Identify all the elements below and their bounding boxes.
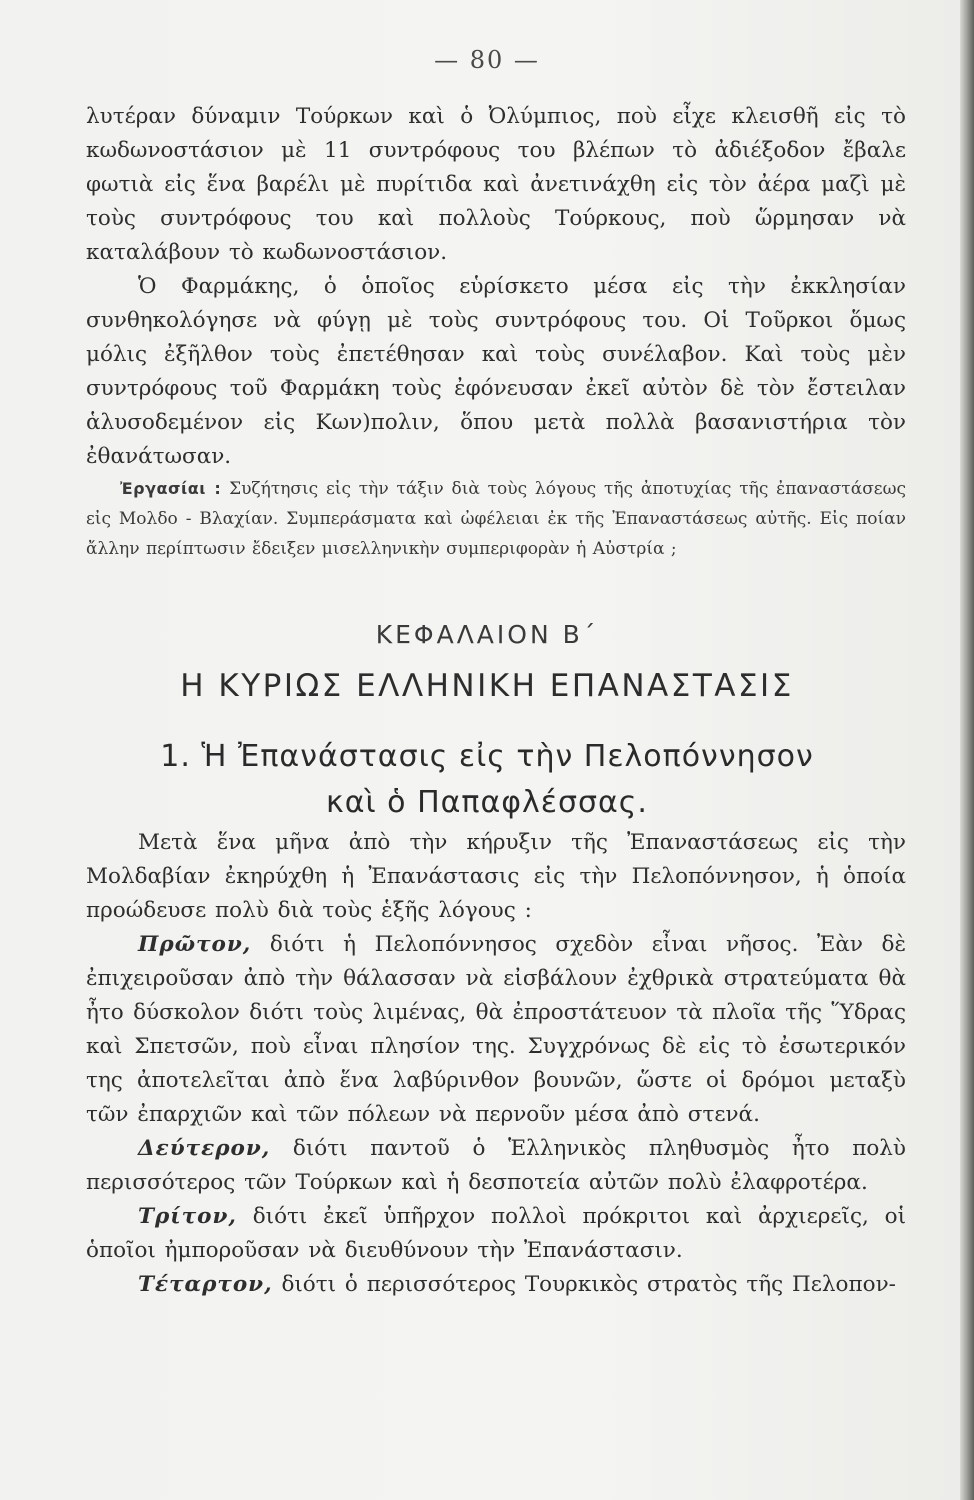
exercises-block (86, 474, 906, 564)
reason-text: διότι παντοῦ ὁ Ἑλληνικὸς πληθυσμὸς ἦτο πολὺ περισσότερος τῶν Τούρκων καὶ ἡ δεσποτεία αὐτῶν πολὺ ἐλαφροτέρα. (86, 1136, 906, 1195)
exercises-label: Ἐργασίαι : (120, 479, 222, 498)
page-number: — 80 — (434, 46, 540, 74)
reason-label: Δεύτερον, (138, 1136, 271, 1161)
section-title-line-2: καὶ ὁ Παπαφλέσσας. (326, 785, 648, 820)
intro-paragraph: Μετὰ ἕνα μῆνα ἀπὸ τὴν κήρυξιν τῆς Ἐπαναστάσεως εἰς τὴν Μολδαβίαν ἐκηρύχθη ἡ Ἐπανάστασις εἰς τὴν Πελοπόννησον, ἡ ὁποία προώδευσε πολὺ διὰ τοὺς ἑξῆς λόγους : (86, 830, 906, 923)
reason-label: Τρίτον, (138, 1204, 237, 1229)
reason-text: διότι ἐκεῖ ὑπῆρχον πολλοὶ πρόκριτοι καὶ ἀρχιερεῖς, οἱ ὁποῖοι ἠμποροῦσαν νὰ διευθύνουν τὴν Ἐπανάστασιν. (86, 1204, 906, 1263)
section-body (86, 826, 906, 1302)
reason-first (86, 928, 906, 1132)
reason-second (86, 1132, 906, 1200)
reason-text: διότι ὁ περισσότερος Τουρκικὸς στρατὸς τῆς Πελοπον- (281, 1272, 896, 1297)
reason-text: διότι ἡ Πελοπόννησος σχεδὸν εἶναι νῆσος. Ἐὰν δὲ ἐπιχειροῦσαν ἀπὸ τὴν θάλασσαν νὰ εἰσβάλουν ἐχθρικὰ στρατεύματα θὰ ἦτο δύσκολον διότι τοὺς λιμένας, θὰ ἐπροστάτευον τὰ πλοῖα τῆς Ὕδρας καὶ Σπετσῶν, ποὺ εἶναι πλησίον της. Συγχρόνως δὲ εἰς τὸ ἐσωτερικόν της ἀποτελεῖται ἀπὸ ἕνα λαβύρινθον βουνῶν, ὥστε οἱ δρόμοι μεταξὺ τῶν ἐπαρχιῶν καὶ τῶν πόλεων νὰ περνοῦν μέσα ἀπὸ στενά. (86, 932, 906, 1127)
reason-third (86, 1200, 906, 1268)
chapter-title: Η ΚΥΡΙΩΣ ΕΛΛΗΝΙΚΗ ΕΠΑΝΑΣΤΑΣΙΣ (180, 668, 794, 704)
paragraph-continuation (86, 100, 906, 270)
reason-label: Πρῶτον, (138, 932, 252, 957)
paragraph-text: λυτέραν δύναμιν Τούρκων καὶ ὁ Ὀλύμπιος, ποὺ εἶχε κλεισθῆ εἰς τὸ κωδωνοστάσιον μὲ 11 συντρόφους του βλέπων τὸ ἀδιέξοδον ἔβαλε φωτιὰ εἰς ἕνα βαρέλι μὲ πυρίτιδα καὶ ἀνετινάχθη εἰς τὸν ἀέρα μαζὶ μὲ τοὺς συντρόφους του καὶ πολλοὺς Τούρκους, ποὺ ὥρμησαν νὰ καταλάβουν τὸ κωδωνοστάσιον. (86, 104, 906, 265)
section-title (0, 734, 974, 826)
paragraph-farmakis (86, 270, 906, 474)
paragraph-text: Ὁ Φαρμάκης, ὁ ὁποῖος εὑρίσκετο μέσα εἰς τὴν ἐκκλησίαν συνθηκολόγησε νὰ φύγῃ μὲ τοὺς συντρόφους του. Οἱ Τοῦρκοι ὅμως μόλις ἐξῆλθον τοὺς ἐπετέθησαν καὶ τοὺς συνέλαβον. Καὶ τοὺς μὲν συντρόφους τοῦ Φαρμάκη τοὺς ἐφόνευσαν ἐκεῖ αὐτὸν δὲ τὸν ἔστειλαν ἁλυσοδεμένον εἰς Κων)πολιν, ὅπου μετὰ πολλὰ βασανιστήρια τὸν ἐθανάτωσαν. (86, 274, 906, 469)
section-title-line-1: 1. Ἡ Ἐπανάστασις εἰς τὴν Πελοπόννησον (160, 739, 814, 774)
reason-label: Τέταρτον, (138, 1272, 273, 1297)
chapter-label: ΚΕΦΑΛΑΙΟΝ Β΄ (375, 620, 599, 649)
reason-fourth (86, 1268, 906, 1302)
exercises-text: Συζήτησις εἰς τὴν τάξιν διὰ τοὺς λόγους τῆς ἀποτυχίας τῆς ἐπαναστάσεως εἰς Μολδο - Βλαχίαν. Συμπεράσματα καὶ ὠφέλειαι ἐκ τῆς Ἐπαναστάσεως αὐτῆς. Εἰς ποίαν ἄλλην περίπτωσιν ἔδειξεν μισελληνικὴν συμπεριφορὰν ἡ Αὐστρία ; (86, 479, 906, 559)
